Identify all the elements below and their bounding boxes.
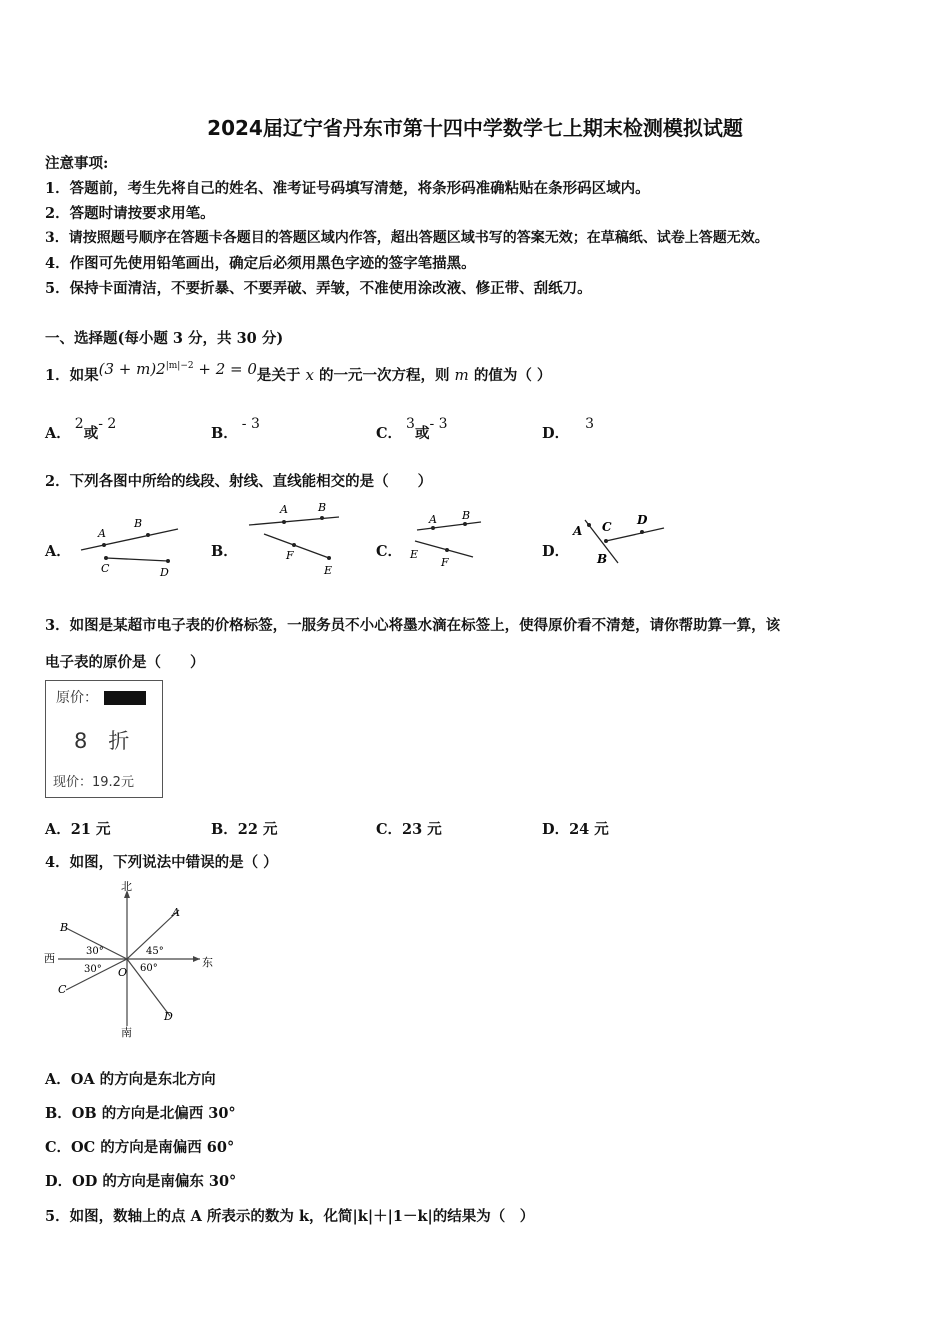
svg-text:B: B [318, 501, 327, 514]
q3-option-c[interactable]: C．23 元 [376, 821, 442, 838]
q2-figure-b [244, 500, 344, 580]
q2-option-b[interactable]: B． [211, 543, 238, 560]
svg-text:A: A [172, 906, 180, 919]
section-heading: 一、选择题(每小题 3 分，共 30 分) [45, 330, 284, 347]
page-title: 2024届辽宁省丹东市第十四中学数学七上期末检测模拟试题 [207, 116, 743, 140]
svg-text:F: F [286, 549, 294, 562]
ink-blot [104, 691, 146, 705]
svg-text:30°: 30° [84, 964, 102, 975]
q4-option-a[interactable]: A．OA 的方向是东北方向 [45, 1071, 216, 1088]
q1-option-b[interactable]: B．- 3 [211, 416, 260, 442]
notice-item: 4．作图可先使用铅笔画出，确定后必须用黑色字迹的签字笔描黑。 [45, 255, 476, 272]
question-3-line1: 3．如图是某超市电子表的价格标签，一服务员不小心将墨水滴在标签上，使得原价看不清楚，请你帮助算一算，该 [45, 617, 781, 634]
q2-option-c[interactable]: C． [376, 543, 403, 560]
notice-heading: 注意事项: [45, 155, 109, 172]
notice-item: 5．保持卡面清洁，不要折暴、不要弄破、弄皱，不准使用涂改液、修正带、刮纸刀。 [45, 280, 592, 297]
svg-text:A: A [98, 527, 106, 540]
price-tag-current: 现价：19.2元 [53, 775, 134, 790]
svg-text:D: D [160, 566, 169, 579]
question-4: 4．如图，下列说法中错误的是（ ） [45, 854, 278, 871]
notice-item: 3．请按照题号顺序在答题卡各题目的答题区域内作答，超出答题区域书写的答案无效；在草稿纸、试卷上答题无效。 [45, 230, 769, 246]
question-1: 1．如果$(3 + m)2^{|m|-2} + 2 = 0$是关于 x 的一元一次方程，则 m 的值为（ ） [45, 360, 552, 384]
q2-option-d[interactable]: D． [542, 543, 570, 560]
q2-figure-a [76, 510, 186, 580]
price-tag [45, 680, 163, 798]
svg-text:F: F [441, 556, 449, 569]
svg-text:B: B [597, 552, 608, 566]
q1-option-c[interactable]: C．3或- 3 [376, 416, 448, 442]
q4-option-d[interactable]: D．OD 的方向是南偏东 30° [45, 1173, 237, 1190]
svg-text:西: 西 [44, 952, 55, 965]
svg-text:O: O [118, 966, 128, 979]
question-2: 2．下列各图中所给的线段、射线、直线能相交的是（ ） [45, 473, 433, 490]
question-5: 5．如图，数轴上的点 A 所表示的数为 k，化简|k|＋|1－k|的结果为（ ） [45, 1208, 535, 1225]
svg-text:60°: 60° [140, 963, 158, 974]
price-tag-discount: 8 折 [74, 729, 130, 753]
q3-option-b[interactable]: B．22 元 [211, 821, 278, 838]
svg-text:B: B [134, 517, 143, 530]
svg-text:南: 南 [121, 1026, 132, 1038]
q2-option-a[interactable]: A． [45, 543, 71, 560]
svg-text:E: E [324, 564, 333, 577]
svg-text:C: C [101, 562, 110, 575]
svg-text:C: C [58, 983, 67, 996]
svg-text:30°: 30° [86, 946, 104, 957]
q4-option-b[interactable]: B．OB 的方向是北偏西 30° [45, 1105, 236, 1122]
notice-item: 1．答题前，考生先将自己的姓名、准考证号码填写清楚，将条形码准确粘贴在条形码区域内。 [45, 180, 650, 197]
svg-text:C: C [602, 520, 612, 534]
q2-figure-d [570, 505, 670, 575]
q1-equation: $(3 + m)2^{|m|-2} + 2 = 0$ [98, 360, 257, 378]
q1-prefix: 1．如果 [45, 367, 99, 384]
q1-option-a[interactable]: A．2或- 2 [45, 416, 117, 442]
q1-option-d[interactable]: D．3 [542, 416, 594, 442]
svg-text:东: 东 [202, 956, 213, 969]
svg-text:A: A [280, 503, 288, 516]
q4-compass-figure [42, 878, 222, 1038]
svg-text:B: B [60, 921, 69, 934]
svg-text:D: D [164, 1010, 173, 1023]
price-tag-original: 原价： [56, 687, 146, 707]
svg-text:E: E [410, 548, 419, 561]
q3-option-a[interactable]: A．21 元 [45, 821, 111, 838]
question-3-line2: 电子表的原价是（ ） [45, 654, 205, 671]
q2-figure-c [405, 505, 490, 575]
svg-text:A: A [573, 524, 583, 538]
svg-text:45°: 45° [146, 946, 164, 957]
svg-text:B: B [462, 509, 471, 522]
q3-option-d[interactable]: D．24 元 [542, 821, 609, 838]
svg-text:A: A [429, 513, 437, 526]
svg-text:D: D [637, 513, 648, 527]
q4-option-c[interactable]: C．OC 的方向是南偏西 60° [45, 1139, 235, 1156]
svg-text:北: 北 [121, 880, 132, 893]
notice-item: 2．答题时请按要求用笔。 [45, 205, 215, 222]
